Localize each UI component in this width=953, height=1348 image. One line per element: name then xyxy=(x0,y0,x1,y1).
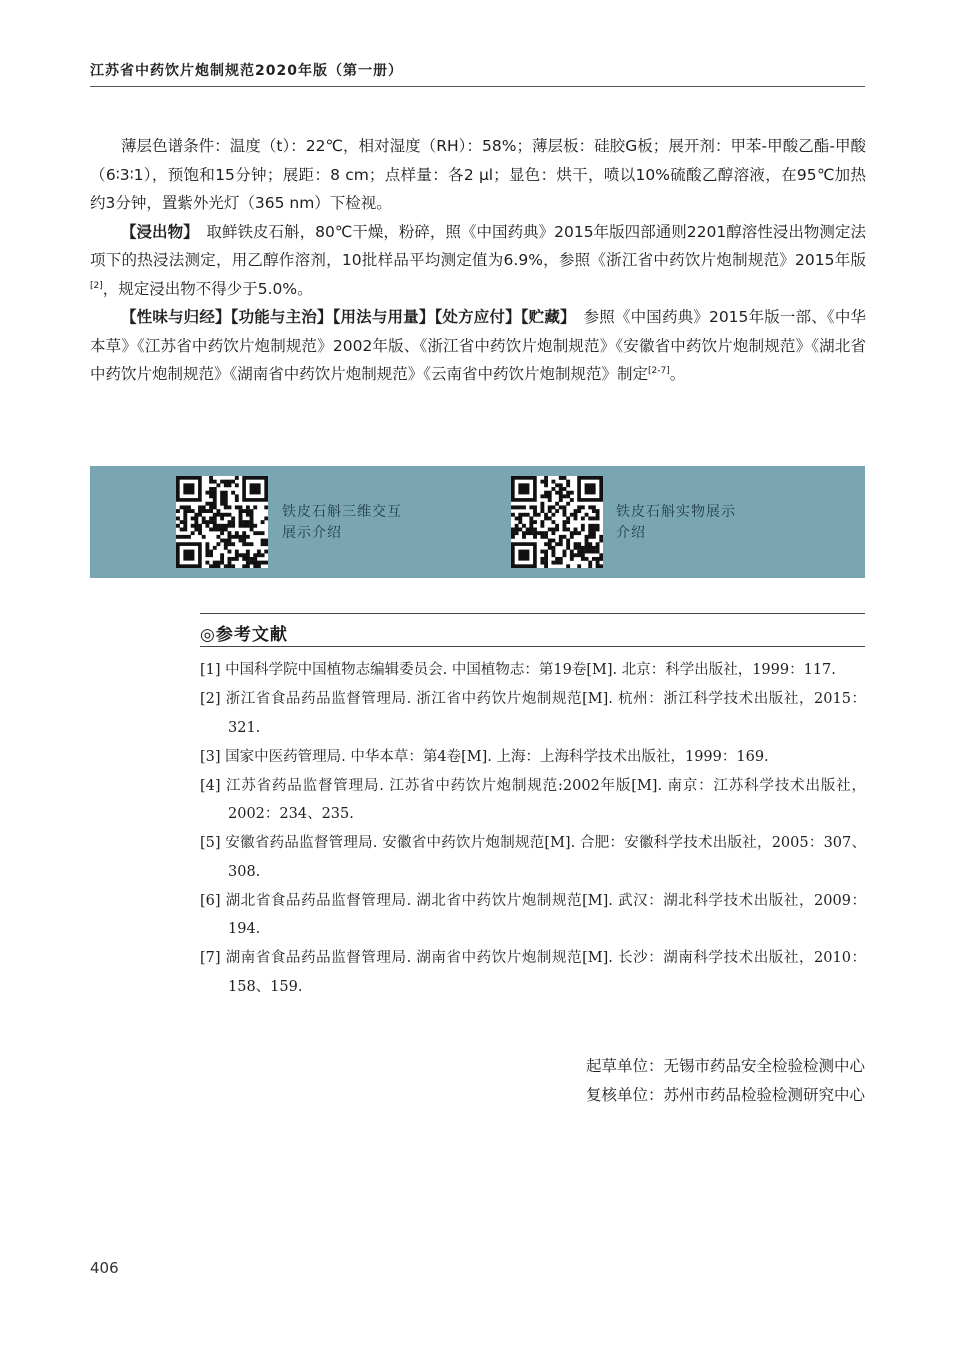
reviewing-unit: 复核单位：苏州市药品检验检测研究中心 xyxy=(585,1086,865,1104)
running-header: 江苏省中药饮片炮制规范2020年版（第一册） xyxy=(90,63,403,79)
references-bottom-rule xyxy=(200,646,865,647)
references-list xyxy=(200,656,866,1002)
reference-item: [1] 中国科学院中国植物志编辑委员会. 中国植物志：第19卷[M]. 北京：科学出版社，1999：117. xyxy=(200,662,836,678)
qr-code-photo[interactable] xyxy=(511,476,603,568)
properties-text-end: 。 xyxy=(669,365,686,383)
body-text xyxy=(90,132,866,389)
tlc-conditions-paragraph: 薄层色谱条件：温度（t）：22℃，相对湿度（RH）：58%；薄层板：硅胶G板；展开剂：甲苯-甲酸乙酯-甲酸（6∶3∶1），预饱和15分钟；展距：8 cm；点样量：各2 μl；显色：烘干，喷以10%硫酸乙醇溶液，在95℃加热约3分钟，置紫外光灯（365 nm）下检视。 xyxy=(90,137,866,212)
qr-caption-photo xyxy=(616,502,786,544)
qr-code-3d[interactable] xyxy=(176,476,268,568)
qr-caption-3d xyxy=(282,502,452,544)
qr-code-icon xyxy=(176,476,268,568)
reference-item: [7] 湖南省食品药品监督管理局. 湖南省中药饮片炮制规范[M]. 长沙：湖南科学技术出版社，2010：158、159. xyxy=(200,950,866,995)
reference-item: [6] 湖北省食品药品监督管理局. 湖北省中药饮片炮制规范[M]. 武汉：湖北科学技术出版社，2009：194. xyxy=(200,892,866,937)
reference-item: [2] 浙江省食品药品监督管理局. 浙江省中药饮片炮制规范[M]. 杭州：浙江科学技术出版社，2015：321. xyxy=(200,691,866,736)
qr-code-icon xyxy=(511,476,603,568)
references-top-rule xyxy=(200,613,865,614)
credits xyxy=(586,1052,865,1110)
qr-caption-3d-line1: 铁皮石斛三维交互 xyxy=(282,504,402,520)
page-number: 406 xyxy=(90,1259,119,1277)
extract-text-end: ，规定浸出物不得少于5.0%。 xyxy=(102,279,313,298)
qr-caption-photo-line2: 介绍 xyxy=(616,525,646,541)
properties-paragraph xyxy=(90,303,866,389)
extract-heading: 【浸出物】 xyxy=(121,222,199,241)
header-divider xyxy=(90,86,865,87)
extract-text: 取鲜铁皮石斛，80℃干燥，粉碎，照《中国药典》2015年版四部通则2201醇溶性浸出物测定法项下的热浸法测定，用乙醇作溶剂，10批样品平均测定值为6.9%，参照《浙江省中药饮片炮制规范》2015年版 xyxy=(90,222,866,269)
reference-item: [5] 安徽省药品监督管理局. 安徽省中药饮片炮制规范[M]. 合肥：安徽科学技术出版社，2005：307、308. xyxy=(200,835,866,880)
drafting-unit: 起草单位：无锡市药品安全检验检测中心 xyxy=(585,1057,865,1075)
extract-paragraph xyxy=(90,218,866,304)
qr-caption-photo-line1: 铁皮石斛实物展示 xyxy=(616,504,736,520)
references-heading: ◎参考文献 xyxy=(200,625,288,645)
citation-marker: [2-7] xyxy=(648,366,670,376)
reference-item: [3] 国家中医药管理局. 中华本草：第4卷[M]. 上海：上海科学技术出版社，1999：169. xyxy=(200,748,769,765)
qr-caption-3d-line2: 展示介绍 xyxy=(282,525,342,541)
qr-banner xyxy=(90,466,865,578)
citation-marker: [2] xyxy=(90,280,103,291)
reference-item: [4] 江苏省药品监督管理局. 江苏省中药饮片炮制规范:2002年版[M]. 南京：江苏科学技术出版社，2002：234、235. xyxy=(200,777,866,822)
properties-heading: 【性味与归经】【功能与主治】【用法与用量】【处方应付】【贮藏】 xyxy=(121,308,576,326)
properties-text: 参照《中国药典》2015年版一部、《中华本草》《江苏省中药饮片炮制规范》2002年版、《浙江省中药饮片炮制规范》《安徽省中药饮片炮制规范》《湖北省中药饮片炮制规范》《湖南省中药饮片炮制规范》《云南省中药饮片炮制规范》制定 xyxy=(90,308,866,383)
